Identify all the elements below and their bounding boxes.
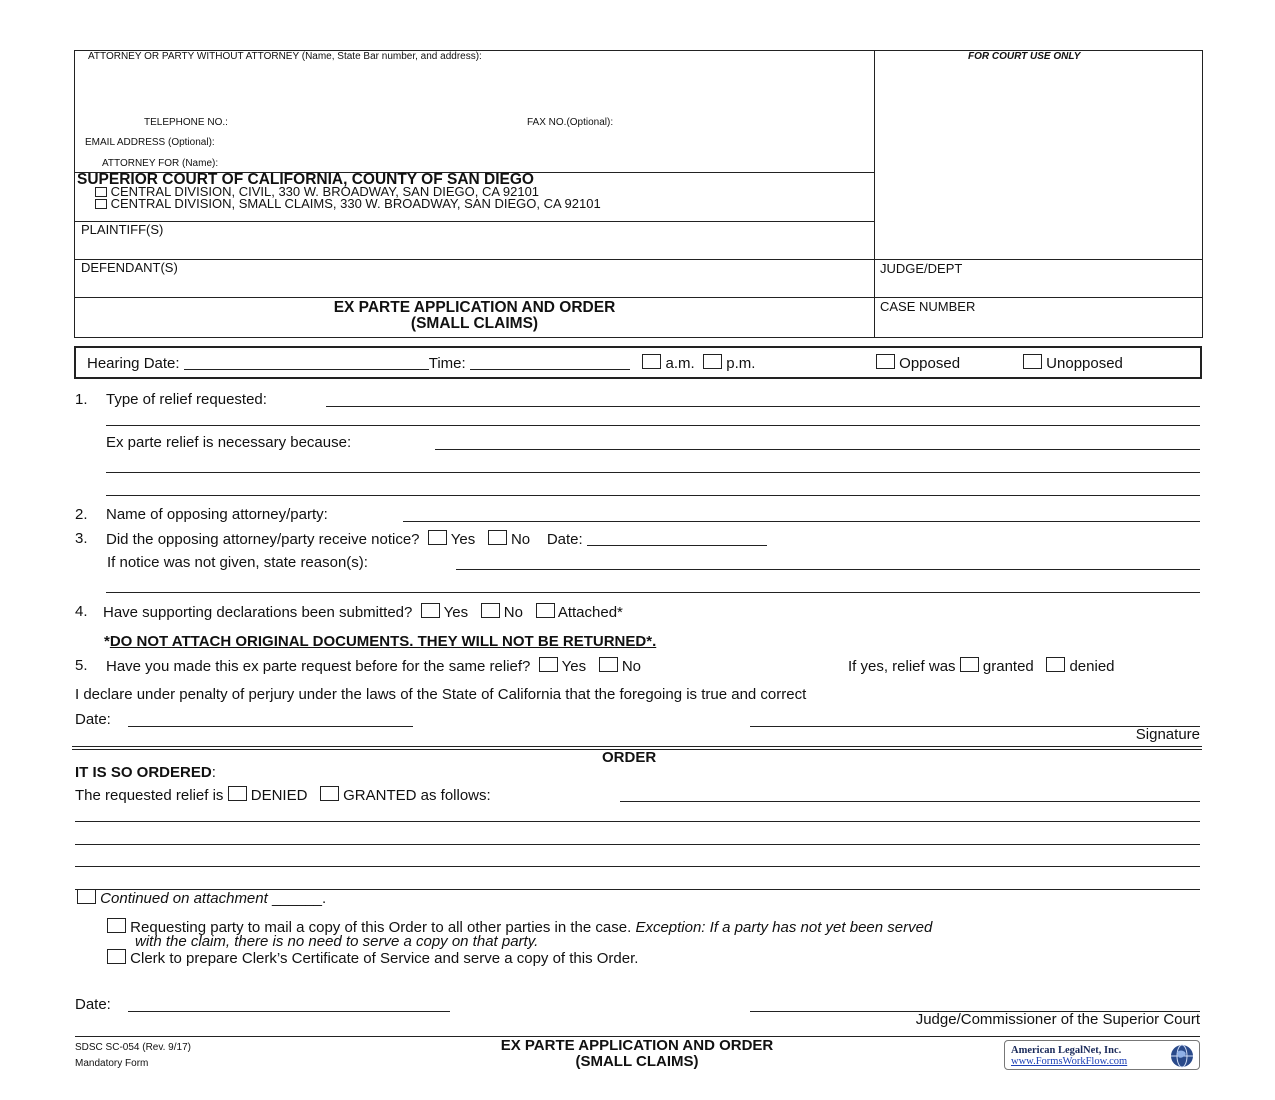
hearing-date-field[interactable] — [184, 356, 429, 370]
relief-type-label: Type of relief requested: — [106, 391, 267, 408]
order-denied-label: DENIED — [250, 787, 308, 804]
unopposed-label: Unopposed — [1046, 355, 1123, 372]
declarations-yes-checkbox[interactable] — [421, 603, 440, 618]
signature-line[interactable] — [750, 726, 1200, 727]
necessary-because-field[interactable] — [435, 449, 1200, 450]
declarations-no-label: No — [503, 604, 523, 621]
form-title-line1: EX PARTE APPLICATION AND ORDER — [333, 299, 616, 316]
warning-star: * — [104, 633, 110, 650]
hearing-date-label: Hearing Date: — [87, 355, 180, 372]
attorney-label: ATTORNEY OR PARTY WITHOUT ATTORNEY (Name, State Bar number, and address): — [88, 51, 482, 62]
notice-reason-field[interactable] — [456, 569, 1200, 570]
prior-yes-checkbox[interactable] — [539, 657, 558, 672]
granted-field-line3[interactable] — [75, 844, 1200, 845]
caption-divider — [874, 50, 875, 338]
continued-row — [77, 889, 326, 907]
order-granted-checkbox[interactable] — [320, 786, 339, 801]
mail-copy-exception-cont: with the claim, there is no need to serve a copy on that party. — [135, 933, 539, 950]
declarations-attached-label: Attached* — [557, 604, 623, 621]
relief-type-field[interactable] — [326, 406, 1200, 407]
continued-label: Continued on attachment — [100, 890, 268, 907]
prior-no-checkbox[interactable] — [599, 657, 618, 672]
order-divider — [72, 746, 1202, 747]
declaration-date-label: Date: — [75, 711, 111, 728]
opposed-option — [876, 354, 960, 372]
notice-date-label: Date: — [546, 531, 583, 548]
court-title: SUPERIOR COURT OF CALIFORNIA, COUNTY OF SAN DIEGO — [77, 171, 534, 188]
prior-request-question: Have you made this ex parte request before for the same relief? — [106, 658, 531, 675]
relief-decision-row — [75, 786, 491, 804]
opposed-label: Opposed — [899, 355, 961, 372]
hearing-row — [87, 354, 755, 372]
notice-no-checkbox[interactable] — [488, 530, 507, 545]
continued-blank[interactable]: ______. — [271, 890, 327, 907]
notice-date-field[interactable] — [587, 532, 767, 546]
so-ordered-colon: : — [211, 764, 216, 781]
notice-row — [106, 530, 767, 548]
notice-yes-label: Yes — [450, 531, 476, 548]
unopposed-checkbox[interactable] — [1023, 354, 1042, 369]
item5-number: 5. — [75, 657, 88, 674]
continued-checkbox[interactable] — [77, 889, 96, 904]
necessary-because-field-line3[interactable] — [106, 495, 1200, 496]
division-small-claims-checkbox[interactable] — [95, 199, 107, 209]
court-use-label: FOR COURT USE ONLY — [968, 51, 1081, 62]
clerk-cert-checkbox[interactable] — [107, 949, 126, 964]
judge-label: Judge/Commissioner of the Superior Court — [915, 1011, 1200, 1028]
order-denied-checkbox[interactable] — [228, 786, 247, 801]
pm-checkbox[interactable] — [703, 354, 722, 369]
declaration-date-field[interactable] — [128, 726, 413, 727]
hearing-time-label: Time: — [428, 355, 466, 372]
hearing-time-field[interactable] — [470, 356, 630, 370]
necessary-because-field-line2[interactable] — [106, 472, 1200, 473]
pm-label: p.m. — [726, 355, 756, 372]
prior-no-label: No — [621, 658, 642, 675]
judge-dept-label: JUDGE/DEPT — [880, 261, 963, 276]
form-code: SDSC SC-054 (Rev. 9/17) — [75, 1042, 191, 1053]
granted-field-line2[interactable] — [75, 821, 1200, 822]
granted-field[interactable] — [620, 801, 1200, 802]
relief-granted-label: granted — [982, 658, 1034, 675]
necessary-because-label: Ex parte relief is necessary because: — [106, 434, 352, 451]
case-number-label: CASE NUMBER — [880, 299, 976, 314]
clerk-cert-row — [107, 949, 638, 966]
relief-denied-checkbox[interactable] — [1046, 657, 1065, 672]
clerk-cert-label: Clerk to prepare Clerk’s Certificate of Service and serve a copy of this Order. — [130, 950, 639, 967]
division-small-claims-row — [95, 197, 601, 210]
warning-text: DO NOT ATTACH ORIGINAL DOCUMENTS. THEY WILL NOT BE RETURNED*. — [109, 633, 657, 650]
mail-copy-exception: Exception: If a party has not yet been served — [635, 919, 933, 936]
order-heading: ORDER — [602, 749, 657, 766]
declarations-question: Have supporting declarations been submitted? — [103, 604, 413, 621]
unopposed-option — [1023, 354, 1123, 372]
relief-granted-checkbox[interactable] — [960, 657, 979, 672]
attorney-for-label: ATTORNEY FOR (Name): — [102, 158, 219, 169]
so-ordered-row — [75, 764, 216, 781]
order-date-label: Date: — [75, 996, 111, 1013]
if-yes-label: If yes, relief was — [848, 658, 956, 675]
item3-number: 3. — [75, 530, 88, 547]
brand-url[interactable]: www.FormsWorkFlow.com — [1011, 1056, 1128, 1067]
relief-denied-label: denied — [1069, 658, 1115, 675]
prior-request-row — [106, 657, 641, 675]
declarations-row — [103, 603, 623, 621]
declarations-no-checkbox[interactable] — [481, 603, 500, 618]
globe-icon — [1169, 1043, 1195, 1069]
telephone-label: TELEPHONE NO.: — [144, 117, 228, 128]
declarations-yes-label: Yes — [443, 604, 469, 621]
notice-reason-field-line2[interactable] — [106, 592, 1200, 593]
brand-badge — [1004, 1040, 1200, 1070]
granted-field-line4[interactable] — [75, 866, 1200, 867]
relief-is-label: The requested relief is — [75, 787, 224, 804]
item4-number: 4. — [75, 603, 88, 620]
am-checkbox[interactable] — [642, 354, 661, 369]
opposing-name-label: Name of opposing attorney/party: — [106, 506, 328, 523]
so-ordered-label: IT IS SO ORDERED — [75, 764, 212, 781]
mandatory-form: Mandatory Form — [75, 1058, 149, 1069]
signature-label: Signature — [1135, 726, 1200, 743]
item1-number: 1. — [75, 391, 88, 408]
declaration-text: I declare under penalty of perjury under the laws of the State of California that the foregoing is true and correct — [75, 686, 807, 703]
footer-title — [437, 1038, 837, 1070]
fax-label: FAX NO.(Optional): — [527, 117, 614, 128]
item2-number: 2. — [75, 506, 88, 523]
relief-type-field-line2[interactable] — [106, 425, 1200, 426]
mail-copy-label: Requesting party to mail a copy of this Order to all other parties in the case. — [130, 919, 632, 936]
footer-title-line1: EX PARTE APPLICATION AND ORDER — [500, 1037, 774, 1054]
division-civil-label: CENTRAL DIVISION, CIVIL, 330 W. BROADWAY, SAN DIEGO, CA 92101 — [110, 184, 540, 199]
plaintiff-label: PLAINTIFF(S) — [81, 222, 164, 237]
prior-yes-label: Yes — [561, 658, 587, 675]
brand-name: American LegalNet, Inc. — [1011, 1045, 1122, 1056]
mail-copy-checkbox[interactable] — [107, 918, 126, 933]
form-title — [74, 300, 875, 332]
notice-reason-label: If notice was not given, state reason(s): — [107, 554, 368, 571]
order-granted-label: GRANTED as follows: — [343, 787, 491, 804]
relief-was-row — [848, 657, 1115, 675]
warning-row — [104, 633, 656, 650]
footer-title-line2: (SMALL CLAIMS) — [575, 1053, 699, 1070]
opposing-name-field[interactable] — [403, 521, 1200, 522]
am-label: a.m. — [665, 355, 695, 372]
opposed-checkbox[interactable] — [876, 354, 895, 369]
notice-no-label: No — [510, 531, 531, 548]
defendant-label: DEFENDANT(S) — [81, 260, 178, 275]
email-label: EMAIL ADDRESS (Optional): — [85, 137, 215, 148]
division-civil-checkbox[interactable] — [95, 187, 107, 197]
notice-yes-checkbox[interactable] — [428, 530, 447, 545]
division-small-claims-label: CENTRAL DIVISION, SMALL CLAIMS, 330 W. BROADWAY, SAN DIEGO, CA 92101 — [110, 196, 601, 211]
order-date-field[interactable] — [128, 1011, 450, 1012]
form-title-line2: (SMALL CLAIMS) — [410, 315, 539, 332]
notice-question: Did the opposing attorney/party receive notice? — [106, 531, 420, 548]
declarations-attached-checkbox[interactable] — [536, 603, 555, 618]
